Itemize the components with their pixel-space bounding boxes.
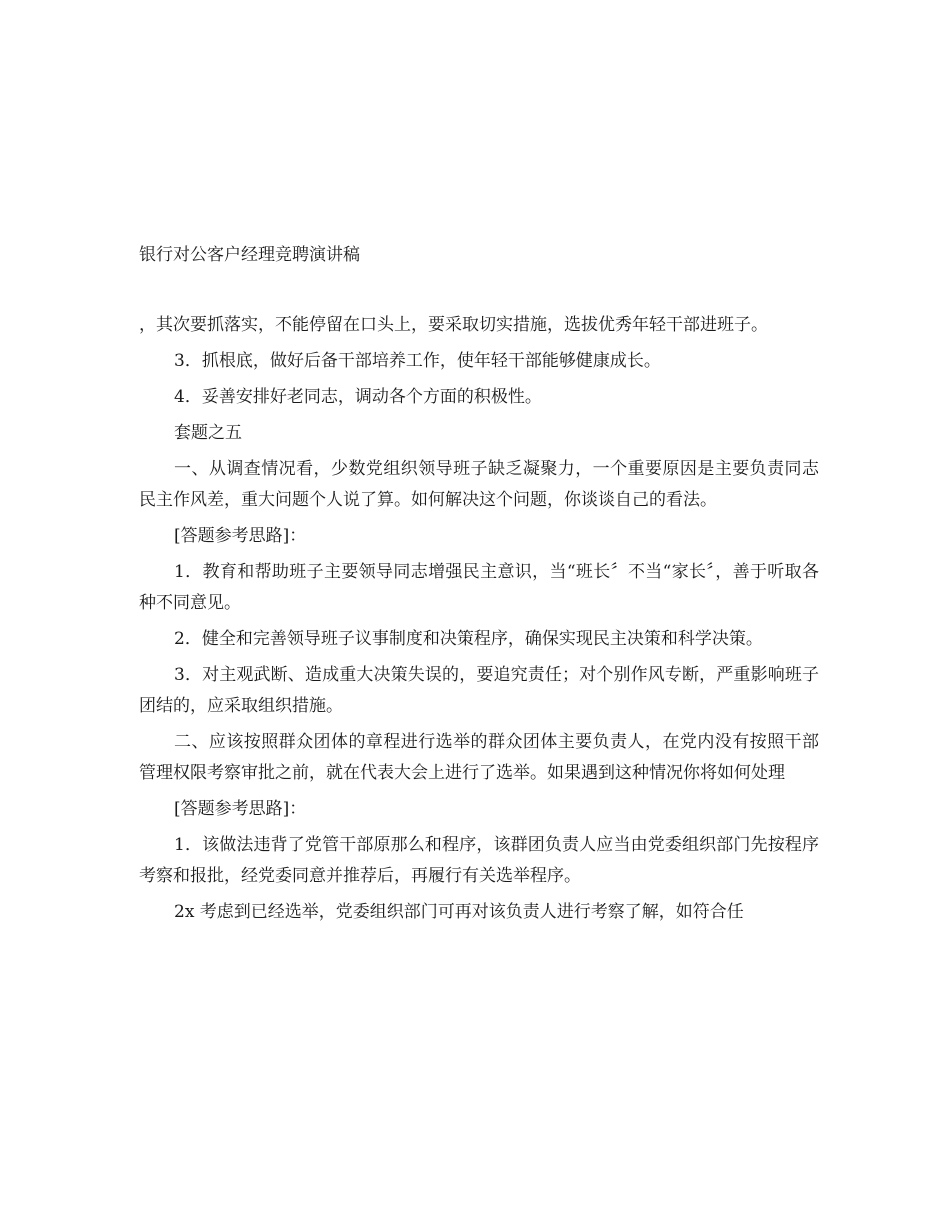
question-paragraph: 一、从调查情况看，少数党组织领导班子缺乏凝聚力，一个重要原因是主要负责同志民主作风差，重大问题个人说了算。如何解决这个问题，你谈谈自己的看法。 [139,459,819,510]
document-body [139,310,819,933]
question-paragraph: 二、应该按照群众团体的章程进行选举的群众团体主要负责人，在党内没有按照干部管理权限考察审批之前，就在代表大会上进行了选举。如果遇到这种情况你将如何处理 [139,732,819,783]
answer-heading: [答题参考思路]： [174,799,307,819]
paragraph: 2．健全和完善领导班子议事制度和决策程序，确保实现民主决策和科学决策。 [174,629,763,649]
paragraph: ，其次要抓落实，不能停留在口头上，要采取切实措施，选拔优秀年轻干部进班子。 [139,315,768,335]
paragraph: 2x 考虑到已经选举，党委组织部门可再对该负责人进行考察了解，如符合任 [174,902,744,922]
document-title: 银行对公客户经理竞聘演讲稿 [139,245,360,265]
paragraph: 1．教育和帮助班子主要领导同志增强民主意识，当“班长〞不当“家长〞，善于听取各种不同意见。 [139,562,819,613]
section-heading: 套题之五 [174,423,242,443]
paragraph: 3．抓根底，做好后备干部培养工作，使年轻干部能够健康成长。 [174,351,661,371]
answer-heading: [答题参考思路]： [174,526,307,546]
paragraph: 1．该做法违背了党管干部原那么和程序，该群团负责人应当由党委组织部门先按程序考察和报批，经党委同意并推荐后，再履行有关选举程序。 [139,835,819,886]
paragraph: 3．对主观武断、造成重大决策失误的，要追究责任；对个别作风专断，严重影响班子团结的，应采取组织措施。 [139,665,819,716]
paragraph: 4．妥善安排好老同志，调动各个方面的积极性。 [174,387,542,407]
